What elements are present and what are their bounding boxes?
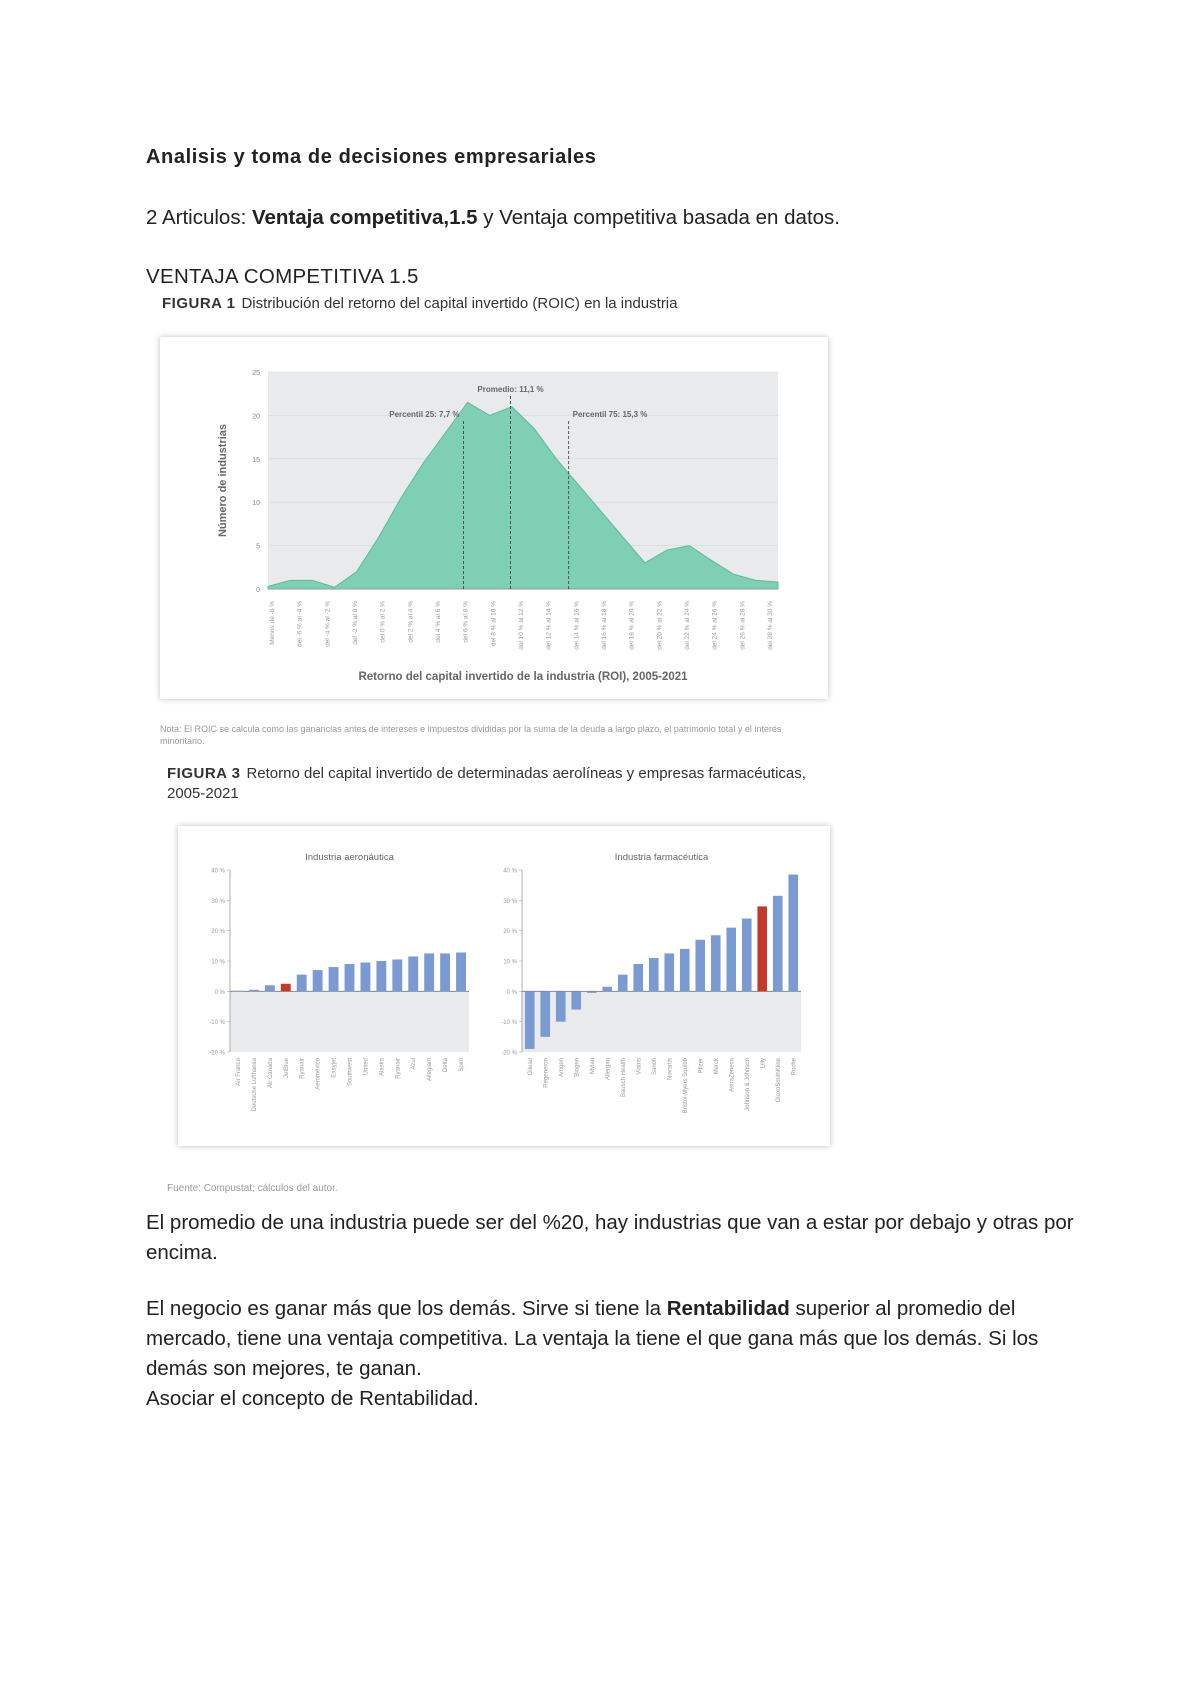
articles-suffix: y Ventaja competitiva basada en datos. [477,206,840,229]
bar [376,961,386,991]
bar [345,964,355,991]
category-label: Easyjet [331,1058,338,1078]
x-tick-label: del 2 % al 4 % [407,601,415,643]
category-label: Gilead [527,1058,534,1076]
x-tick-label: del 4 % al 6 % [435,601,442,643]
bar [649,958,659,991]
category-label: Allegiant [427,1058,434,1082]
y-tick-label: 5 [256,543,260,551]
x-tick-label: del -4 % al -2 % [324,601,332,647]
category-label: Ryanair [395,1058,402,1079]
y-tick-label: 15 [252,456,260,464]
bar [556,991,566,1021]
category-label: AstraZeneca [729,1058,736,1093]
x-tick-label: del 26 % al 28 % [739,601,747,650]
category-label: Allergan [605,1058,612,1081]
y-tick-label: -10 % [501,1020,517,1027]
p2-part2: superior al promedio del mercado, tiene una ventaja competitiva. La ventaja la tiene el que gana más que los demás. Si los demás son mejores, te ganan. [146,1297,1039,1380]
category-label: Roche [791,1058,798,1076]
figure3-chart [178,826,830,1146]
category-label: Pfizer [698,1058,705,1074]
category-label: JetBlue [283,1058,290,1079]
x-tick-label: del 28 % al 30 % [767,601,774,650]
bar [602,987,612,992]
y-tick-label: 10 [252,500,260,508]
bar [360,963,370,992]
category-label: Deutsche Lufthansa [251,1058,258,1112]
bar [587,991,597,993]
category-label: GlaxoSmithKline [775,1058,782,1103]
y-tick-label: -20 % [501,1050,517,1057]
figure3-caption [167,764,807,804]
negative-zone [230,991,469,1052]
category-label: Mylan [589,1058,596,1075]
bar [392,959,402,991]
bar [329,967,339,991]
bar [408,956,418,991]
body-paragraph-1: El promedio de una industria puede ser del %20, hay industrias que van a estar por debajo y otras por encima. [146,1211,1074,1264]
bar [540,991,550,1037]
figure1-chart [160,337,828,699]
category-label: Bristol-Myers Squibb [682,1058,689,1114]
panel-title: Industria aeronáutica [305,852,394,863]
x-axis-title: Retorno del capital invertido de la industria (ROI), 2005-2021 [358,671,688,683]
category-label: United [363,1058,370,1076]
bar [695,940,705,992]
y-tick-label: 20 % [503,929,517,936]
y-tick-label: -20 % [209,1050,225,1057]
figure1-svg [160,337,828,699]
y-tick-label: -10 % [209,1020,225,1027]
x-tick-label: del -2 % al 0 % [352,601,359,645]
category-label: Sanofi [651,1058,658,1076]
x-tick-label: Menos de -6 % [269,601,276,645]
category-label: Johnson & Johnson [744,1058,751,1111]
bar [249,990,259,992]
x-tick-label: del 22 % al 24 % [684,601,691,650]
category-label: Novartis [667,1058,674,1081]
bar [265,985,275,991]
x-tick-label: del 24 % al 26 % [711,601,719,650]
category-label: Viatris [636,1058,643,1075]
panel-title: Industria farmacéutica [614,852,709,863]
figure1-label: FIGURA 1 [162,295,236,312]
category-label: Merck [713,1058,720,1075]
x-tick-label: del 14 % al 16 % [573,601,581,650]
category-label: Bausch Health [620,1058,627,1098]
y-tick-label: 30 % [211,898,225,905]
y-tick-label: 25 [252,370,260,377]
bar [424,953,434,991]
y-tick-label: 0 % [214,989,225,996]
y-tick-label: 20 [252,413,260,421]
category-label: Regeneron [543,1058,550,1088]
category-label: Lilly [760,1058,767,1069]
bar [456,953,466,992]
bar [571,991,581,1009]
bar [680,949,690,991]
bar [773,896,783,992]
articles-line [146,203,840,233]
body-paragraph-2 [146,1294,1076,1414]
category-label: Azul [411,1058,418,1070]
bar [440,953,450,991]
y-tick-label: 0 [256,587,260,594]
figure1-caption-text: Distribución del retorno del capital invertido (ROIC) en la industria [241,295,678,312]
category-label: Southwest [347,1058,354,1087]
y-tick-label: 40 % [211,868,225,875]
bar [664,953,674,991]
x-tick-label: del 20 % al 22 % [656,601,664,650]
y-tick-label: 0 % [506,989,517,996]
bar [525,991,535,1049]
category-label: Delta [443,1058,450,1073]
annotation-label: Percentil 25: 7,7 % [389,410,460,419]
p2-bold: Rentabilidad [666,1297,790,1320]
annotation-label: Promedio: 11,1 % [477,385,544,394]
figure3-label: FIGURA 3 [167,765,241,782]
bar [633,964,643,991]
bar [788,875,798,992]
figure3-svg [178,826,830,1146]
bar [313,970,323,991]
category-label: Air Canada [267,1058,274,1089]
x-tick-label: del 0 % al 2 % [379,601,387,643]
y-tick-label: 20 % [211,929,225,936]
document-title: Analisis y toma de decisiones empresariales [146,146,597,168]
bar [742,919,752,992]
section-heading: VENTAJA COMPETITIVA 1.5 [146,265,419,288]
category-label: Air France [235,1058,242,1086]
category-label: Amgen [558,1058,565,1078]
p2-line4: Asociar el concepto de Rentabilidad. [146,1387,479,1410]
category-label: Aeroméxico [315,1058,322,1090]
figure3-caption-text: Retorno del capital invertido de determinadas aerolíneas y empresas farmacéuticas, 2005-2021 [167,765,806,802]
category-label: Spirit [459,1058,466,1072]
highlight-bar [281,984,291,992]
x-tick-label: del 12 % al 14 % [545,601,553,650]
articles-bold: Ventaja competitiva,1.5 [251,206,478,229]
bar [297,975,307,992]
category-label: Alaska [379,1058,386,1077]
x-tick-label: del 16 % al 18 % [601,601,608,650]
bar [233,991,243,992]
articles-prefix: 2 Articulos: [146,206,252,229]
figure1-note: Nota: El ROIC se calcula como las ganancias antes de intereses e impuestos divididas por la suma de la deuda a largo plazo, el patrimonio total y el interés minoritario. [160,724,782,746]
figure1-caption [162,295,678,312]
category-label: Ryanair [299,1058,306,1079]
y-tick-label: 40 % [503,868,517,875]
bar [618,975,628,992]
x-tick-label: del 8 % al 10 % [490,601,498,647]
bar [711,935,721,991]
category-label: Biogen [574,1058,581,1077]
x-tick-label: del -6 % al -4 % [296,601,304,647]
x-tick-label: del 6 % al 8 % [462,601,470,643]
figure3-source: Fuente: Compustat; cálculos del autor. [167,1183,338,1194]
highlight-bar [757,906,767,991]
y-tick-label: 10 % [211,959,225,966]
bar [726,928,736,992]
x-tick-label: del 10 % al 12 % [518,601,525,650]
y-tick-label: 30 % [503,898,517,905]
x-tick-label: del 18 % al 20 % [628,601,636,650]
y-axis-title: Número de industrias [217,423,229,538]
p2-part1: El negocio es ganar más que los demás. Sirve si tiene la [146,1297,667,1320]
annotation-label: Percentil 75: 15,3 % [572,410,648,419]
y-tick-label: 10 % [503,959,517,966]
